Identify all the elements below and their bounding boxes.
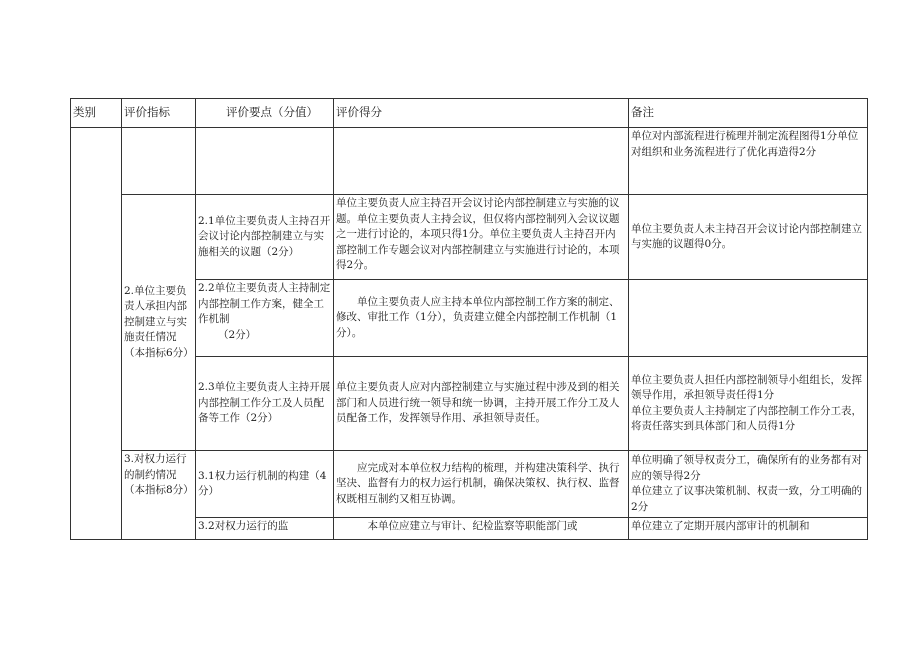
indicator-cell: 2.单位主要负责人承担内部控制建立与实施责任情况（本指标6分） — [122, 195, 196, 451]
table-row — [71, 128, 868, 195]
remarks-cell — [629, 280, 868, 357]
header-key-points: 评价要点（分值） — [196, 99, 334, 128]
scoring-cell: 单位主要负责人应主持召开会议讨论内部控制建立与实施的议题。单位主要负责人主持会议，但仅将内部控制列入会议议题之一进行讨论的，本项只得1分。单位主要负责人主持召开内部控制工作专题会议对内部控制建立与实施进行讨论的，本项得2分。 — [334, 195, 629, 280]
remarks-line: 单位明确了领导权责分工，确保所有的业务都有对应的领导得2分 — [631, 454, 862, 482]
remarks-cell — [629, 451, 868, 518]
header-scoring: 评价得分 — [334, 99, 629, 128]
header-indicator: 评价指标 — [122, 99, 196, 128]
key-point-cell: 2.1单位主要负责人主持召开会议讨论内部控制建立与实施相关的议题（2分） — [196, 195, 334, 280]
remarks-cell: 单位建立了定期开展内部审计的机制和 — [629, 518, 868, 540]
evaluation-table — [70, 98, 868, 540]
remarks-line: 单位主要负责人担任内部控制领导小组组长，发挥领导作用，承担领导责任得1分 — [631, 373, 862, 401]
indicator-cell — [122, 128, 196, 195]
header-remarks: 备注 — [629, 99, 868, 128]
scoring-cell: 单位主要负责人应主持本单位内部控制工作方案的制定、修改、审批工作（1分），负责建立健全内部控制工作机制（1分）。 — [334, 280, 629, 357]
remarks-line: 单位建立了议事决策机制、权责一致，分工明确的2分 — [631, 485, 862, 513]
key-point-cell: 3.1权力运行机制的构建（4分） — [196, 451, 334, 518]
key-point-cell: 3.2对权力运行的监 — [196, 518, 334, 540]
remarks-cell: 单位对内部流程进行梳理并制定流程图得1分单位对组织和业务流程进行了优化再造得2分 — [629, 128, 868, 195]
indicator-cell: 3.对权力运行的制约情况（本指标8分） — [122, 451, 196, 540]
remarks-line: 单位主要负责人主持制定了内部控制工作分工表，将责任落实到具体部门和人员得1分 — [631, 404, 862, 432]
remarks-cell: 单位主要负责人未主持召开会议讨论内部控制建立与实施的议题得0分。 — [629, 195, 868, 280]
key-point-cell — [196, 280, 334, 357]
key-point-cell — [196, 128, 334, 195]
key-point-score: （2分） — [218, 328, 257, 341]
table-header-row — [71, 99, 868, 128]
header-category: 类别 — [71, 99, 122, 128]
scoring-cell: 应完成对本单位权力结构的梳理，并构建决策科学、执行坚决、监督有力的权力运行机制，确保决策权、执行权、监督权既相互制约又相互协调。 — [334, 451, 629, 518]
table-row — [71, 451, 868, 518]
key-point-text: 2.2单位主要负责人主持制定内部控制工作方案，健全工作机制 — [198, 282, 331, 325]
scoring-cell — [334, 128, 629, 195]
remarks-cell — [629, 357, 868, 451]
category-cell — [71, 128, 122, 540]
scoring-cell: 本单位应建立与审计、纪检监察等职能部门或 — [334, 518, 629, 540]
key-point-cell: 2.3单位主要负责人主持开展内部控制工作分工及人员配备等工作（2分） — [196, 357, 334, 451]
scoring-cell: 单位主要负责人应对内部控制建立与实施过程中涉及到的相关部门和人员进行统一领导和统一协调，主持开展工作分工及人员配备工作，发挥领导作用、承担领导责任。 — [334, 357, 629, 451]
table-row — [71, 195, 868, 280]
